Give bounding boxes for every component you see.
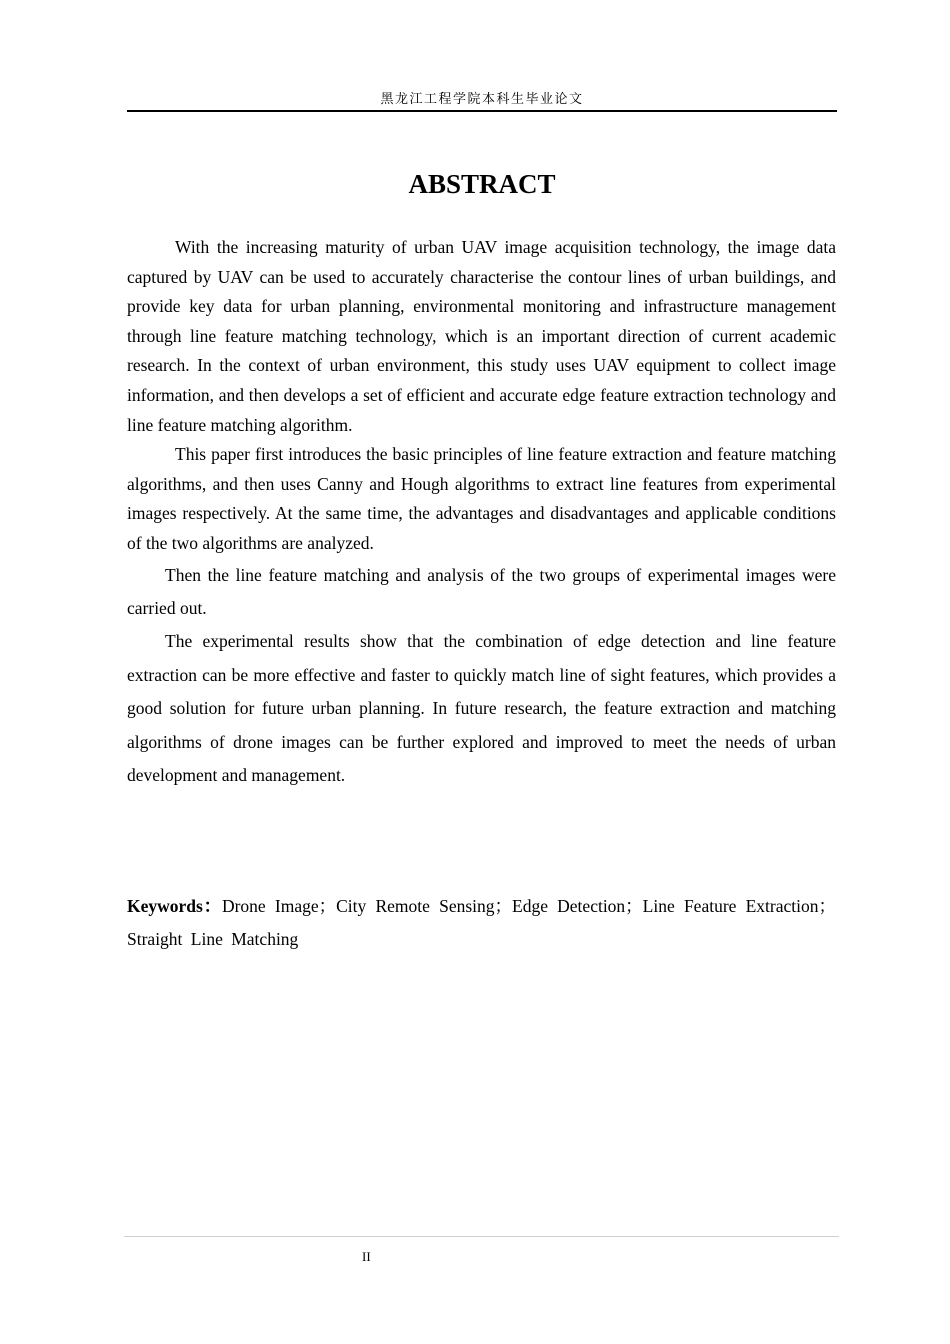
header-rule (127, 110, 837, 112)
abstract-paragraph-4: The experimental results show that the combination of edge detection and line feature extraction can be more effective and faster to quickly match line of sight features, which provides a good solution for future urban planning. In future research, the feature extraction and matching algorithms of drone images can be further explored and improved to meet the needs of urban development and management. (127, 631, 836, 786)
keywords-label: Keywords： (127, 896, 222, 916)
abstract-paragraph-1: With the increasing maturity of urban UAV image acquisition technology, the image data captured by UAV can be used to accurately characterise the contour lines of urban buildings, and provide key data for urban planning, environmental monitoring and infrastructure management through line feature matching technology, which is an important direction of current academic research. In the context of urban environment, this study uses UAV equipment to collect image information, and then develops a set of efficient and accurate edge feature extraction technology and line feature matching algorithm. (127, 237, 836, 435)
keywords-line (127, 890, 836, 956)
abstract-paragraph-2: This paper first introduces the basic principles of line feature extraction and feature matching algorithms, and then uses Canny and Hough algorithms to extract line features from experimental images respectively. At the same time, the advantages and disadvantages and applicable conditions of the two algorithms are analyzed. (127, 444, 836, 553)
page-header: 黑龙江工程学院本科生毕业论文 (380, 92, 584, 107)
page-number: II (362, 1249, 371, 1264)
abstract-title: ABSTRACT (408, 169, 556, 199)
footer-rule (124, 1236, 839, 1237)
keywords-text: Drone Image；City Remote Sensing；Edge Detection；Line Feature Extraction；Straight Line Matching (127, 896, 837, 949)
abstract-paragraph-3: Then the line feature matching and analysis of the two groups of experimental images were carried out. (127, 565, 836, 619)
